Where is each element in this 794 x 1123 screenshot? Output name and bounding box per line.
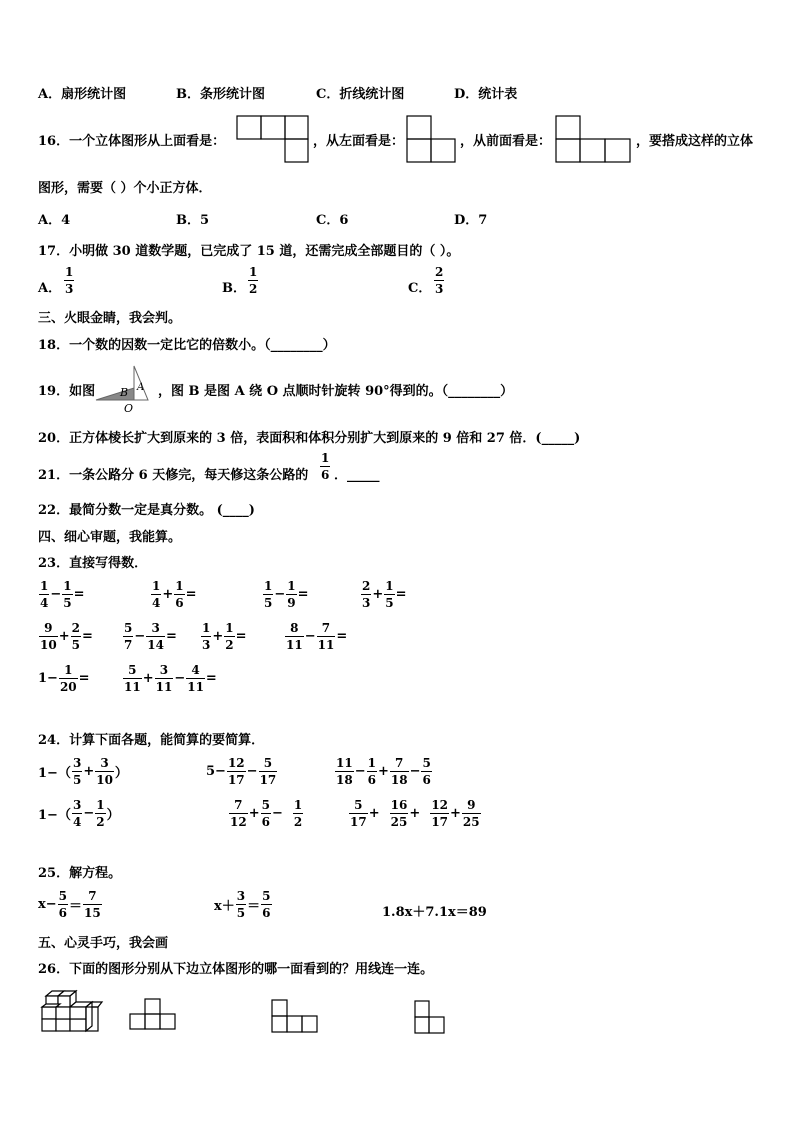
fraction (59, 664, 78, 693)
expression-operator: + (377, 764, 389, 779)
section-4-title: 四、细心审题，我能算。 (38, 530, 182, 545)
fraction-numerator: 7 (321, 621, 331, 635)
expression-operator: 1−（ (38, 808, 71, 823)
fraction (146, 622, 165, 651)
expression-operator: + (368, 806, 389, 821)
fraction-denominator: 3 (202, 638, 211, 652)
fraction-denominator: 12 (230, 815, 247, 829)
fraction (293, 799, 303, 828)
q16-line2: 图形，需要（ ）个小正方体． (38, 181, 212, 196)
fraction-denominator: 20 (59, 680, 77, 694)
fraction (201, 622, 211, 651)
fraction (261, 799, 271, 828)
q16-number: 16．一个立体图形从上面看是： (38, 134, 226, 149)
q24-expression (348, 799, 482, 828)
q25-equation (38, 890, 103, 919)
front-view-grid-icon (556, 116, 632, 164)
fraction-numerator: 1 (293, 798, 303, 812)
fraction (229, 799, 248, 828)
expression-operator: 1.8x＋7.1x＝89 (382, 905, 487, 920)
expression-operator: − (354, 764, 366, 779)
fraction-numerator: 1 (175, 579, 184, 593)
expression-operator: = (336, 629, 348, 644)
q22-text: 22．最简分数一定是真分数。 (____) (38, 503, 255, 518)
expression-operator: = (235, 629, 247, 644)
fraction (72, 799, 82, 828)
q25-equation (214, 890, 273, 919)
fraction-denominator: 2 (225, 638, 234, 652)
fraction-denominator: 25 (390, 815, 408, 829)
expression-operator: − (50, 587, 62, 602)
fraction (62, 580, 72, 609)
q16-option-d: D．7 (454, 213, 488, 228)
fraction-denominator: 11 (187, 680, 204, 694)
q23-expression (284, 622, 347, 651)
fig-label-o: O (124, 402, 134, 415)
fraction-numerator: 3 (100, 756, 109, 770)
fraction-numerator: 9 (467, 798, 476, 812)
expression-operator: + (162, 587, 174, 602)
q16-option-b: B．5 (176, 213, 210, 228)
q19-text: ，图 B 是图 A 绕 O 点顺时针旋转 90°得到的。（________） (158, 384, 514, 399)
expression-operator: + (409, 806, 430, 821)
expression-operator: + (142, 671, 154, 686)
expression-operator: = (205, 671, 217, 686)
fraction-denominator: 17 (431, 815, 449, 829)
expression-operator: 1−（ (38, 766, 71, 781)
fraction (421, 757, 431, 786)
view-grid-icon (130, 997, 180, 1033)
expression-operator: − (174, 671, 186, 686)
expression-operator: 5− (206, 764, 226, 779)
fraction-denominator: 2 (293, 815, 303, 829)
q23-expression (360, 580, 407, 609)
expression-operator: ） (114, 766, 128, 781)
fraction-denominator: 14 (147, 638, 164, 652)
fraction-numerator: 5 (262, 889, 271, 903)
expression-operator: ＝ (247, 899, 261, 914)
fraction-numerator: 1 (287, 579, 296, 593)
q17-option-b-label: B． (222, 281, 246, 296)
fraction-numerator: 1 (152, 579, 161, 593)
expression-operator: = (73, 587, 85, 602)
q23-expression (262, 580, 309, 609)
q15-option-d: D．统计表 (454, 87, 518, 102)
fraction-denominator: 15 (84, 906, 101, 920)
fraction (335, 757, 354, 786)
q21-text: 21．一条公路分 6 天修完，每天修这条公路的 (38, 468, 309, 483)
fraction-numerator: 7 (234, 798, 243, 812)
fraction-denominator: 11 (155, 680, 173, 694)
expression-operator: = (297, 587, 309, 602)
fraction (174, 580, 184, 609)
fraction-numerator: 5 (124, 621, 133, 635)
fraction-numerator: 16 (390, 798, 408, 812)
q24-expression (228, 799, 304, 828)
fraction-denominator: 6 (367, 773, 376, 787)
q16-part2: ，从左面看是： (313, 134, 405, 149)
fraction (95, 799, 105, 828)
q17-text: 17．小明做 30 道数学题，已完成了 15 道，还需完成全部题目的（ ）。 (38, 244, 460, 259)
q16-part3: ，从前面看是： (460, 134, 552, 149)
q24-expression (38, 757, 128, 786)
expression-operator: = (165, 629, 177, 644)
fraction-denominator: 18 (390, 773, 408, 787)
expression-operator: 1− (38, 671, 58, 686)
expression-operator: − (134, 629, 146, 644)
fraction-denominator: 11 (317, 638, 335, 652)
fraction-numerator: 3 (159, 663, 169, 677)
fraction-denominator: 6 (261, 815, 270, 829)
fraction-denominator: 6 (422, 773, 431, 787)
fraction-numerator: 5 (263, 756, 273, 770)
fraction-denominator: 11 (124, 680, 141, 694)
fraction-numerator: 1 (40, 579, 49, 593)
fraction-numerator: 2 (71, 621, 80, 635)
fraction (430, 799, 449, 828)
fraction-numerator: 12 (227, 756, 245, 770)
fraction (285, 622, 304, 651)
expression-operator: = (78, 671, 90, 686)
q17-option-a-fraction: $\frac{1}{3}$ (65, 265, 74, 296)
fraction-numerator: 5 (354, 798, 363, 812)
q16-part4: ，要搭成这样的立体 (636, 134, 754, 149)
fraction-numerator: 5 (422, 756, 431, 770)
fraction-numerator: 1 (96, 798, 105, 812)
fraction-numerator: 3 (236, 889, 246, 903)
q17-option-c-fraction: $\frac{2}{3}$ (435, 265, 444, 296)
fraction-denominator: 9 (287, 596, 296, 610)
fraction-denominator: 5 (385, 596, 394, 610)
fraction-denominator: 10 (96, 773, 113, 787)
expression-operator: ＝ (69, 899, 83, 914)
fraction-denominator: 2 (96, 815, 105, 829)
q23-expression (38, 622, 93, 651)
fraction (236, 890, 246, 919)
q15-option-c: C．折线统计图 (316, 87, 405, 102)
fraction-denominator: 7 (124, 638, 133, 652)
expression-operator: − (304, 629, 316, 644)
rotation-triangle-icon (94, 364, 154, 415)
fraction-numerator: 11 (336, 756, 353, 770)
fraction-numerator: 7 (395, 756, 404, 770)
fraction (259, 757, 278, 786)
expression-operator: = (395, 587, 407, 602)
q16-option-a: A．4 (38, 213, 71, 228)
fraction (227, 757, 246, 786)
q21-blank: ．_____ (334, 468, 380, 483)
fraction-denominator: 4 (40, 596, 49, 610)
expression-operator: + (248, 806, 260, 821)
fraction-denominator: 11 (286, 638, 303, 652)
expression-operator: − (246, 764, 258, 779)
fraction-denominator: 17 (350, 815, 367, 829)
fraction-numerator: 3 (72, 798, 82, 812)
fraction-denominator: 5 (71, 638, 80, 652)
fraction (186, 664, 205, 693)
expression-operator: − (271, 806, 292, 821)
section-5-title: 五、心灵手巧，我会画 (38, 936, 169, 951)
fraction (224, 622, 234, 651)
expression-operator: + (58, 629, 70, 644)
fraction-denominator: 25 (462, 815, 480, 829)
fraction-numerator: 8 (290, 621, 299, 635)
fraction (317, 622, 336, 651)
fraction-numerator: 1 (264, 579, 273, 593)
q19-prefix: 19．如图 (38, 384, 96, 399)
fraction (72, 757, 82, 786)
fraction-denominator: 3 (362, 596, 371, 610)
q24-title: 24．计算下面各题，能简算的要简算． (38, 733, 265, 748)
fraction-denominator: 17 (227, 773, 245, 787)
fraction-numerator: 1 (367, 756, 376, 770)
fraction-denominator: 5 (72, 773, 82, 787)
expression-operator: + (450, 806, 461, 821)
expression-operator: = (185, 587, 197, 602)
top-view-grid-icon (237, 116, 309, 164)
fraction-numerator: 5 (128, 663, 137, 677)
fraction-denominator: 4 (152, 596, 161, 610)
fraction (263, 580, 273, 609)
fraction-numerator: 9 (44, 621, 53, 635)
fraction-numerator: 1 (225, 621, 234, 635)
fraction (39, 580, 49, 609)
fraction-numerator: 3 (151, 621, 160, 635)
q23-expression (122, 622, 177, 651)
fraction (367, 757, 377, 786)
fraction-numerator: 3 (72, 756, 82, 770)
expression-operator: + (83, 764, 95, 779)
expression-operator: − (83, 806, 95, 821)
fraction-numerator: 2 (362, 579, 371, 593)
q17-option-c-label: C． (408, 281, 432, 296)
fraction-denominator: 17 (259, 773, 277, 787)
expression-operator: − (274, 587, 286, 602)
q23-expression (150, 580, 197, 609)
fraction-numerator: 1 (202, 621, 211, 635)
fraction-denominator: 6 (175, 596, 184, 610)
fraction (83, 890, 102, 919)
fraction (151, 580, 161, 609)
fraction (390, 757, 409, 786)
q24-expression (38, 799, 120, 828)
cube-stack-icon (40, 994, 102, 1034)
q15-option-b: B．条形统计图 (176, 87, 265, 102)
fraction (71, 622, 81, 651)
fraction (384, 580, 394, 609)
fraction-denominator: 6 (262, 906, 271, 920)
q18-text: 18．一个数的因数一定比它的倍数小。（________） (38, 338, 336, 353)
q21-fraction: $\frac{1}{6}$ (321, 451, 330, 482)
view-grid-icon (415, 1001, 451, 1037)
left-view-grid-icon (407, 116, 457, 164)
fraction (58, 890, 68, 919)
fraction-numerator: 1 (63, 579, 72, 593)
q20-text: 20．正方体棱长扩大到原来的 3 倍，表面积和体积分别扩大到原来的 9 倍和 27 倍．(_____) (38, 431, 581, 446)
fraction-denominator: 4 (72, 815, 82, 829)
q25-title: 25．解方程。 (38, 866, 122, 881)
view-grid-icon (272, 1000, 322, 1036)
fraction-denominator: 5 (236, 906, 246, 920)
q15-option-a: A．扇形统计图 (38, 87, 127, 102)
fraction (361, 580, 371, 609)
expression-operator: + (372, 587, 384, 602)
fraction-numerator: 1 (64, 663, 73, 677)
fig-label-a: A (137, 382, 145, 393)
expression-operator: ） (106, 808, 120, 823)
fraction-denominator: 18 (336, 773, 353, 787)
fraction (390, 799, 409, 828)
expression-operator: x− (38, 897, 57, 912)
fraction (286, 580, 296, 609)
q26-text: 26．下面的图形分别从下边立体图形的哪一面看到的？用线连一连。 (38, 962, 434, 977)
q23-expression (122, 664, 217, 693)
q23-expression (38, 580, 85, 609)
fraction-denominator: 5 (63, 596, 72, 610)
fraction-numerator: 7 (88, 889, 97, 903)
fraction (95, 757, 114, 786)
q24-expression (334, 757, 433, 786)
section-3-title: 三、火眼金睛，我会判。 (38, 311, 182, 326)
fig-label-b: B (120, 386, 129, 399)
fraction (39, 622, 58, 651)
fraction-numerator: 12 (431, 798, 449, 812)
fraction (349, 799, 368, 828)
fraction-numerator: 4 (191, 663, 200, 677)
fraction-numerator: 5 (261, 798, 270, 812)
expression-operator: = (81, 629, 93, 644)
fraction-denominator: 5 (264, 596, 273, 610)
q23-title: 23．直接写得数． (38, 556, 148, 571)
fraction (462, 799, 481, 828)
fraction-numerator: 5 (58, 889, 68, 903)
fraction (123, 622, 133, 651)
q25-equation (382, 901, 487, 920)
q16-option-c: C．6 (316, 213, 349, 228)
expression-operator: + (212, 629, 224, 644)
q17-option-b-fraction: $\frac{1}{2}$ (249, 265, 258, 296)
fraction-denominator: 10 (40, 638, 57, 652)
q24-expression (206, 757, 278, 786)
fraction-numerator: 1 (385, 579, 394, 593)
q23-expression (200, 622, 247, 651)
fraction (155, 664, 174, 693)
fraction (123, 664, 142, 693)
expression-operator: x＋ (214, 899, 235, 914)
expression-operator: − (409, 764, 421, 779)
q17-option-a-label: A． (38, 281, 62, 296)
fraction-denominator: 6 (58, 906, 68, 920)
fraction (261, 890, 271, 919)
q23-expression (38, 664, 90, 693)
